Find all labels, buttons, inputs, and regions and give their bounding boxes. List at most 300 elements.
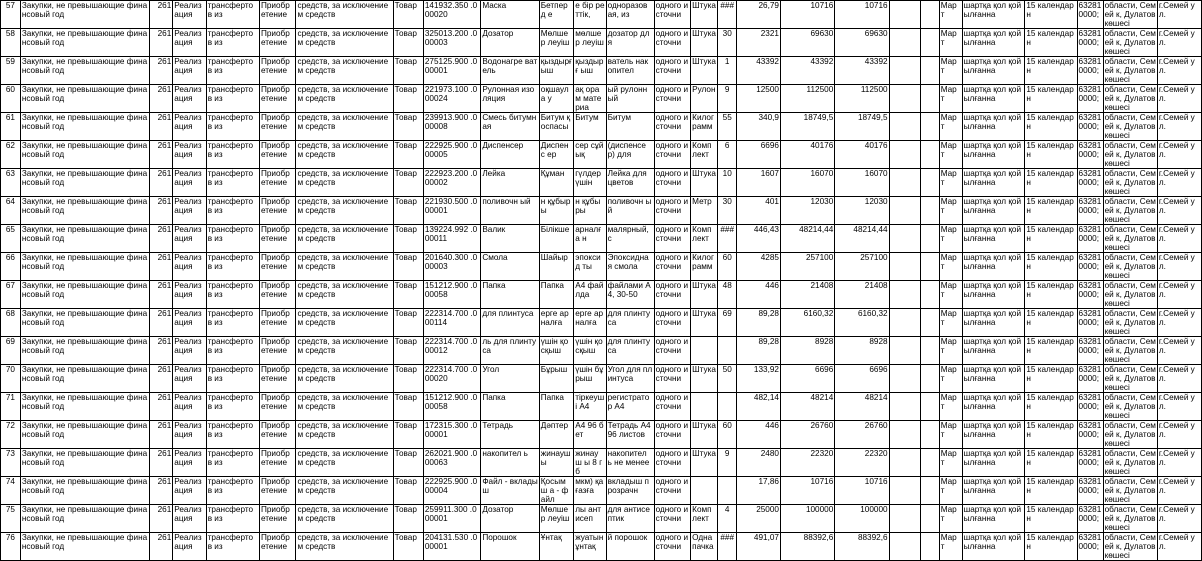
method-cell[interactable]: Реализ ация bbox=[173, 449, 206, 477]
quantity[interactable]: 60 bbox=[718, 421, 737, 449]
ktru-code[interactable]: 201640.300 .000003 bbox=[423, 253, 480, 281]
quantity[interactable]: 30 bbox=[718, 29, 737, 57]
acquisition-cell[interactable]: Приобр етение bbox=[259, 141, 296, 169]
empty-cell[interactable] bbox=[889, 477, 920, 505]
planned-amount[interactable]: 18749,5 bbox=[835, 113, 889, 141]
delivery-term[interactable]: шартқа қол қойылғанна bbox=[962, 1, 1025, 29]
planned-amount[interactable]: 12030 bbox=[835, 197, 889, 225]
delivery-days[interactable]: 15 календарн bbox=[1025, 57, 1077, 85]
method-cell[interactable]: Реализ ация bbox=[173, 365, 206, 393]
method-cell[interactable]: Реализ ация bbox=[173, 197, 206, 225]
row-number[interactable]: 62 bbox=[1, 141, 21, 169]
planned-amount[interactable]: 48214 bbox=[835, 393, 889, 421]
acquisition-cell[interactable]: Приобр етение bbox=[259, 337, 296, 365]
ktru-code[interactable]: 262021.900 .000063 bbox=[423, 449, 480, 477]
item-name-ru[interactable]: поливочн ый bbox=[481, 197, 539, 225]
ktru-code[interactable]: 139224.992 .000011 bbox=[423, 225, 480, 253]
procurement-description[interactable]: Закупки, не превышающие финансовый год bbox=[20, 309, 149, 337]
month[interactable]: Мар т bbox=[939, 253, 962, 281]
total-amount[interactable]: 48214 bbox=[780, 393, 834, 421]
month[interactable]: Мар т bbox=[939, 29, 962, 57]
transfer-cell[interactable]: трансферто в из bbox=[206, 421, 259, 449]
transfer-cell[interactable]: трансферто в из bbox=[206, 57, 259, 85]
quantity[interactable]: 55 bbox=[718, 113, 737, 141]
total-amount[interactable]: 40176 bbox=[780, 141, 834, 169]
method-cell[interactable]: Реализ ация bbox=[173, 141, 206, 169]
month[interactable]: Мар т bbox=[939, 449, 962, 477]
funding-source[interactable]: средств, за исключением средств bbox=[296, 449, 393, 477]
method-cell[interactable]: Реализ ация bbox=[173, 29, 206, 57]
item-name-ru[interactable]: Дозатор bbox=[481, 29, 539, 57]
spec-ru[interactable]: Угол для плинтуса bbox=[606, 365, 654, 393]
planned-amount[interactable]: 40176 bbox=[835, 141, 889, 169]
item-name-ru[interactable]: Папка bbox=[481, 393, 539, 421]
month[interactable]: Мар т bbox=[939, 113, 962, 141]
unit[interactable]: Килог рамм bbox=[691, 253, 718, 281]
acquisition-cell[interactable]: Приобр етение bbox=[259, 449, 296, 477]
delivery-address[interactable]: области, Семей к, Дулатов көшесі bbox=[1104, 393, 1156, 420]
empty-cell[interactable] bbox=[889, 281, 920, 309]
row-number[interactable]: 66 bbox=[1, 253, 21, 281]
empty-cell[interactable] bbox=[920, 197, 939, 225]
funding-source[interactable]: средств, за исключением средств bbox=[296, 393, 393, 421]
unit-price[interactable]: 6696 bbox=[737, 141, 781, 169]
planned-amount[interactable]: 21408 bbox=[835, 281, 889, 309]
total-amount[interactable]: 257100 bbox=[780, 253, 834, 281]
funding-source[interactable]: средств, за исключением средств bbox=[296, 477, 393, 505]
delivery-term[interactable]: шартқа қол қойылғанна bbox=[962, 449, 1025, 477]
delivery-days[interactable]: 15 календарн bbox=[1025, 365, 1077, 393]
budget-code[interactable]: 261 bbox=[150, 365, 173, 393]
purchase-method[interactable]: одного источни bbox=[654, 29, 691, 57]
budget-code[interactable]: 261 bbox=[150, 421, 173, 449]
ktru-code[interactable]: 141932.350 .000020 bbox=[423, 1, 480, 29]
transfer-cell[interactable]: трансферто в из bbox=[206, 505, 259, 533]
planned-amount[interactable]: 6160,32 bbox=[835, 309, 889, 337]
item-name-kz[interactable]: Битум қоспасы bbox=[539, 113, 573, 141]
kato-code[interactable]: 63281 0000; bbox=[1077, 421, 1103, 449]
method-cell[interactable]: Реализ ация bbox=[173, 1, 206, 29]
quantity[interactable]: ### bbox=[718, 225, 737, 253]
transfer-cell[interactable]: трансферто в из bbox=[206, 477, 259, 505]
budget-code[interactable]: 261 bbox=[150, 169, 173, 197]
delivery-address[interactable]: области, Семей к, Дулатов көшесі bbox=[1104, 29, 1156, 56]
purchase-method[interactable]: одного источни bbox=[654, 421, 691, 449]
item-name-ru[interactable]: Маска bbox=[481, 1, 539, 29]
city[interactable]: г.Семей ул. bbox=[1157, 141, 1201, 169]
delivery-address[interactable]: области, Семей к, Дулатов көшесі bbox=[1104, 337, 1156, 364]
row-number[interactable]: 67 bbox=[1, 281, 21, 309]
empty-cell[interactable] bbox=[920, 141, 939, 169]
city[interactable]: г.Семей ул. bbox=[1157, 533, 1201, 561]
method-cell[interactable]: Реализ ация bbox=[173, 337, 206, 365]
method-cell[interactable]: Реализ ация bbox=[173, 309, 206, 337]
procurement-description[interactable]: Закупки, не превышающие финансовый год bbox=[20, 477, 149, 505]
ktru-code[interactable]: 275125.900 .000001 bbox=[423, 57, 480, 85]
procurement-description[interactable]: Закупки, не превышающие финансовый год bbox=[20, 29, 149, 57]
item-type[interactable]: Товар bbox=[393, 477, 423, 505]
budget-code[interactable]: 261 bbox=[150, 309, 173, 337]
budget-code[interactable]: 261 bbox=[150, 141, 173, 169]
city[interactable]: г.Семей ул. bbox=[1157, 29, 1201, 57]
item-type[interactable]: Товар bbox=[393, 281, 423, 309]
total-amount[interactable]: 100000 bbox=[780, 505, 834, 533]
planned-amount[interactable]: 43392 bbox=[835, 57, 889, 85]
item-type[interactable]: Товар bbox=[393, 337, 423, 365]
unit[interactable] bbox=[691, 393, 718, 421]
total-amount[interactable]: 22320 bbox=[780, 449, 834, 477]
spec-kz[interactable]: жуатын ұнтақ bbox=[574, 533, 606, 561]
item-name-kz[interactable]: Дәптер bbox=[539, 421, 573, 449]
kato-code[interactable]: 63281 0000; bbox=[1077, 169, 1103, 197]
unit[interactable]: Штука bbox=[691, 57, 718, 85]
unit[interactable]: Комп лект bbox=[691, 505, 718, 533]
city[interactable]: г.Семей ул. bbox=[1157, 505, 1201, 533]
acquisition-cell[interactable]: Приобр етение bbox=[259, 57, 296, 85]
procurement-description[interactable]: Закупки, не превышающие финансовый год bbox=[20, 253, 149, 281]
spec-ru[interactable]: й порошок bbox=[606, 533, 654, 561]
delivery-term[interactable]: шартқа қол қойылғанна bbox=[962, 281, 1025, 309]
unit-price[interactable]: 17,86 bbox=[737, 477, 781, 505]
city[interactable]: г.Семей ул. bbox=[1157, 225, 1201, 253]
ktru-code[interactable]: 222923.200 .000002 bbox=[423, 169, 480, 197]
item-name-ru[interactable]: Порошок bbox=[481, 533, 539, 561]
ktru-code[interactable]: 151212.900 .000058 bbox=[423, 281, 480, 309]
unit-price[interactable]: 12500 bbox=[737, 85, 781, 113]
budget-code[interactable]: 261 bbox=[150, 85, 173, 113]
month[interactable]: Мар т bbox=[939, 57, 962, 85]
planned-amount[interactable]: 100000 bbox=[835, 505, 889, 533]
kato-code[interactable]: 63281 0000; bbox=[1077, 281, 1103, 309]
funding-source[interactable]: средств, за исключением средств bbox=[296, 29, 393, 57]
delivery-term[interactable]: шартқа қол қойылғанна bbox=[962, 533, 1025, 561]
delivery-address[interactable]: области, Семей к, Дулатов көшесі bbox=[1104, 533, 1156, 560]
budget-code[interactable]: 261 bbox=[150, 113, 173, 141]
transfer-cell[interactable]: трансферто в из bbox=[206, 281, 259, 309]
item-name-ru[interactable]: Рулонная изоляция bbox=[481, 85, 539, 113]
item-name-kz[interactable]: Бұрыш bbox=[539, 365, 573, 393]
ktru-code[interactable]: 151212.900 .000058 bbox=[423, 393, 480, 421]
delivery-address[interactable]: области, Семей к, Дулатов көшесі bbox=[1104, 421, 1156, 448]
spec-ru[interactable]: дозатор для bbox=[606, 29, 654, 57]
spec-ru[interactable]: поливочн ый bbox=[606, 197, 654, 225]
item-type[interactable]: Товар bbox=[393, 533, 423, 561]
unit[interactable]: Комп лект bbox=[691, 225, 718, 253]
method-cell[interactable]: Реализ ация bbox=[173, 477, 206, 505]
kato-code[interactable]: 63281 0000; bbox=[1077, 365, 1103, 393]
empty-cell[interactable] bbox=[920, 225, 939, 253]
total-amount[interactable]: 43392 bbox=[780, 57, 834, 85]
row-number[interactable]: 75 bbox=[1, 505, 21, 533]
delivery-days[interactable]: 15 календарн bbox=[1025, 281, 1077, 309]
empty-cell[interactable] bbox=[920, 57, 939, 85]
procurement-description[interactable]: Закупки, не превышающие финансовый год bbox=[20, 141, 149, 169]
delivery-address[interactable]: области, Семей к, Дулатов көшесі bbox=[1104, 225, 1156, 252]
city[interactable]: г.Семей ул. bbox=[1157, 421, 1201, 449]
row-number[interactable]: 58 bbox=[1, 29, 21, 57]
planned-amount[interactable]: 16070 bbox=[835, 169, 889, 197]
spec-ru[interactable]: вкладыш прозрачн bbox=[606, 477, 654, 505]
budget-code[interactable]: 261 bbox=[150, 281, 173, 309]
item-name-kz[interactable]: қыздырғ ыш bbox=[539, 57, 573, 85]
spec-ru[interactable]: (диспенсе р) для bbox=[606, 141, 654, 169]
unit-price[interactable]: 491,07 bbox=[737, 533, 781, 561]
purchase-method[interactable]: одного источни bbox=[654, 141, 691, 169]
acquisition-cell[interactable]: Приобр етение bbox=[259, 393, 296, 421]
spec-kz[interactable]: лы антисеп bbox=[574, 505, 606, 533]
city[interactable]: г.Семей ул. bbox=[1157, 309, 1201, 337]
row-number[interactable]: 74 bbox=[1, 477, 21, 505]
funding-source[interactable]: средств, за исключением средств bbox=[296, 309, 393, 337]
month[interactable]: Мар т bbox=[939, 337, 962, 365]
unit-price[interactable]: 43392 bbox=[737, 57, 781, 85]
budget-code[interactable]: 261 bbox=[150, 393, 173, 421]
ktru-code[interactable]: 222314.700 .000012 bbox=[423, 337, 480, 365]
empty-cell[interactable] bbox=[889, 505, 920, 533]
item-type[interactable]: Товар bbox=[393, 309, 423, 337]
row-number[interactable]: 71 bbox=[1, 393, 21, 421]
ktru-code[interactable]: 239913.900 .000008 bbox=[423, 113, 480, 141]
item-name-ru[interactable]: накопител ь bbox=[481, 449, 539, 477]
acquisition-cell[interactable]: Приобр етение bbox=[259, 197, 296, 225]
quantity[interactable]: 6 bbox=[718, 141, 737, 169]
ktru-code[interactable]: 172315.300 .000001 bbox=[423, 421, 480, 449]
ktru-code[interactable]: 222925.900 .000004 bbox=[423, 477, 480, 505]
item-name-kz[interactable]: оқшаула у bbox=[539, 85, 573, 113]
planned-amount[interactable]: 112500 bbox=[835, 85, 889, 113]
item-type[interactable]: Товар bbox=[393, 449, 423, 477]
item-type[interactable]: Товар bbox=[393, 365, 423, 393]
empty-cell[interactable] bbox=[889, 85, 920, 113]
quantity[interactable]: 9 bbox=[718, 85, 737, 113]
empty-cell[interactable] bbox=[920, 365, 939, 393]
unit-price[interactable]: 89,28 bbox=[737, 309, 781, 337]
empty-cell[interactable] bbox=[920, 169, 939, 197]
method-cell[interactable]: Реализ ация bbox=[173, 281, 206, 309]
funding-source[interactable]: средств, за исключением средств bbox=[296, 57, 393, 85]
empty-cell[interactable] bbox=[889, 197, 920, 225]
empty-cell[interactable] bbox=[920, 477, 939, 505]
purchase-method[interactable]: одного источни bbox=[654, 477, 691, 505]
quantity[interactable] bbox=[718, 477, 737, 505]
procurement-description[interactable]: Закупки, не превышающие финансовый год bbox=[20, 1, 149, 29]
spec-ru[interactable]: регистрато р А4 bbox=[606, 393, 654, 421]
planned-amount[interactable]: 10716 bbox=[835, 1, 889, 29]
delivery-term[interactable]: шартқа қол қойылғанна bbox=[962, 477, 1025, 505]
kato-code[interactable]: 63281 0000; bbox=[1077, 477, 1103, 505]
kato-code[interactable]: 63281 0000; bbox=[1077, 29, 1103, 57]
empty-cell[interactable] bbox=[889, 169, 920, 197]
ktru-code[interactable]: 204131.530 .000001 bbox=[423, 533, 480, 561]
purchase-method[interactable]: одного источни bbox=[654, 533, 691, 561]
empty-cell[interactable] bbox=[889, 449, 920, 477]
total-amount[interactable]: 6696 bbox=[780, 365, 834, 393]
procurement-description[interactable]: Закупки, не превышающие финансовый год bbox=[20, 449, 149, 477]
empty-cell[interactable] bbox=[920, 253, 939, 281]
spec-ru[interactable]: малярный, с bbox=[606, 225, 654, 253]
planned-amount[interactable]: 26760 bbox=[835, 421, 889, 449]
empty-cell[interactable] bbox=[889, 365, 920, 393]
unit[interactable]: Штука bbox=[691, 449, 718, 477]
unit[interactable]: Одна пачка bbox=[691, 533, 718, 561]
acquisition-cell[interactable]: Приобр етение bbox=[259, 477, 296, 505]
unit-price[interactable]: 1607 bbox=[737, 169, 781, 197]
item-name-kz[interactable]: Қосымш а - файл bbox=[539, 477, 573, 505]
unit-price[interactable]: 2480 bbox=[737, 449, 781, 477]
ktru-code[interactable]: 221930.500 .000001 bbox=[423, 197, 480, 225]
budget-code[interactable]: 261 bbox=[150, 1, 173, 29]
kato-code[interactable]: 63281 0000; bbox=[1077, 141, 1103, 169]
city[interactable]: г.Семей ул. bbox=[1157, 169, 1201, 197]
item-name-ru[interactable]: Папка bbox=[481, 281, 539, 309]
month[interactable]: Мар т bbox=[939, 197, 962, 225]
ktru-code[interactable]: 259911.300 .000001 bbox=[423, 505, 480, 533]
item-name-ru[interactable]: Угол bbox=[481, 365, 539, 393]
quantity[interactable] bbox=[718, 393, 737, 421]
item-name-ru[interactable]: Смесь битумная bbox=[481, 113, 539, 141]
spec-kz[interactable]: үшін бұрыш bbox=[574, 365, 606, 393]
item-type[interactable]: Товар bbox=[393, 141, 423, 169]
item-name-kz[interactable]: Мөлшер леуіш bbox=[539, 29, 573, 57]
item-type[interactable]: Товар bbox=[393, 225, 423, 253]
unit[interactable]: Штука bbox=[691, 365, 718, 393]
total-amount[interactable]: 69630 bbox=[780, 29, 834, 57]
empty-cell[interactable] bbox=[920, 309, 939, 337]
city[interactable]: г.Семей ул. bbox=[1157, 337, 1201, 365]
quantity[interactable]: 1 bbox=[718, 57, 737, 85]
total-amount[interactable]: 12030 bbox=[780, 197, 834, 225]
spec-ru[interactable]: для плинтуса bbox=[606, 337, 654, 365]
planned-amount[interactable]: 22320 bbox=[835, 449, 889, 477]
total-amount[interactable]: 10716 bbox=[780, 1, 834, 29]
delivery-term[interactable]: шартқа қол қойылғанна bbox=[962, 57, 1025, 85]
month[interactable]: Мар т bbox=[939, 533, 962, 561]
item-name-kz[interactable]: Шайыр bbox=[539, 253, 573, 281]
budget-code[interactable]: 261 bbox=[150, 337, 173, 365]
city[interactable]: г.Семей ул. bbox=[1157, 393, 1201, 421]
item-name-kz[interactable]: Құман bbox=[539, 169, 573, 197]
acquisition-cell[interactable]: Приобр етение bbox=[259, 1, 296, 29]
item-name-ru[interactable]: Смола bbox=[481, 253, 539, 281]
quantity[interactable]: 69 bbox=[718, 309, 737, 337]
item-name-ru[interactable]: Дозатор bbox=[481, 505, 539, 533]
planned-amount[interactable]: 10716 bbox=[835, 477, 889, 505]
delivery-term[interactable]: шартқа қол қойылғанна bbox=[962, 505, 1025, 533]
spec-kz[interactable]: Битум bbox=[574, 113, 606, 141]
delivery-term[interactable]: шартқа қол қойылғанна bbox=[962, 309, 1025, 337]
unit-price[interactable]: 89,28 bbox=[737, 337, 781, 365]
ktru-code[interactable]: 222314.700 .000020 bbox=[423, 365, 480, 393]
procurement-description[interactable]: Закупки, не превышающие финансовый год bbox=[20, 85, 149, 113]
spec-ru[interactable]: для плинтуса bbox=[606, 309, 654, 337]
funding-source[interactable]: средств, за исключением средств bbox=[296, 533, 393, 561]
method-cell[interactable]: Реализ ация bbox=[173, 169, 206, 197]
funding-source[interactable]: средств, за исключением средств bbox=[296, 421, 393, 449]
delivery-days[interactable]: 15 календарн bbox=[1025, 393, 1077, 421]
delivery-term[interactable]: шартқа қол қойылғанна bbox=[962, 113, 1025, 141]
item-name-ru[interactable]: Файл - вкладыш bbox=[481, 477, 539, 505]
method-cell[interactable]: Реализ ация bbox=[173, 253, 206, 281]
unit-price[interactable]: 482,14 bbox=[737, 393, 781, 421]
item-name-kz[interactable]: Папка bbox=[539, 393, 573, 421]
delivery-term[interactable]: шартқа қол қойылғанна bbox=[962, 197, 1025, 225]
city[interactable]: г.Семей ул. bbox=[1157, 57, 1201, 85]
empty-cell[interactable] bbox=[889, 1, 920, 29]
spec-kz[interactable]: н құбыры bbox=[574, 197, 606, 225]
row-number[interactable]: 73 bbox=[1, 449, 21, 477]
item-name-ru[interactable]: Тетрадь bbox=[481, 421, 539, 449]
transfer-cell[interactable]: трансферто в из bbox=[206, 197, 259, 225]
row-number[interactable]: 68 bbox=[1, 309, 21, 337]
empty-cell[interactable] bbox=[920, 29, 939, 57]
purchase-method[interactable]: одного источни bbox=[654, 85, 691, 113]
purchase-method[interactable]: одного источни bbox=[654, 169, 691, 197]
quantity[interactable]: ### bbox=[718, 1, 737, 29]
total-amount[interactable]: 8928 bbox=[780, 337, 834, 365]
procurement-description[interactable]: Закупки, не превышающие финансовый год bbox=[20, 421, 149, 449]
unit-price[interactable]: 340,9 bbox=[737, 113, 781, 141]
budget-code[interactable]: 261 bbox=[150, 29, 173, 57]
purchase-method[interactable]: одного источни bbox=[654, 57, 691, 85]
delivery-address[interactable]: области, Семей к, Дулатов көшесі bbox=[1104, 113, 1156, 140]
method-cell[interactable]: Реализ ация bbox=[173, 421, 206, 449]
acquisition-cell[interactable]: Приобр етение bbox=[259, 533, 296, 561]
empty-cell[interactable] bbox=[889, 421, 920, 449]
row-number[interactable]: 72 bbox=[1, 421, 21, 449]
row-number[interactable]: 69 bbox=[1, 337, 21, 365]
funding-source[interactable]: средств, за исключением средств bbox=[296, 225, 393, 253]
item-name-ru[interactable]: для плинтуса bbox=[481, 309, 539, 337]
empty-cell[interactable] bbox=[920, 337, 939, 365]
unit-price[interactable]: 401 bbox=[737, 197, 781, 225]
month[interactable]: Мар т bbox=[939, 393, 962, 421]
total-amount[interactable]: 6160,32 bbox=[780, 309, 834, 337]
spec-kz[interactable]: сер сұйық bbox=[574, 141, 606, 169]
unit[interactable]: Рулон bbox=[691, 85, 718, 113]
item-type[interactable]: Товар bbox=[393, 113, 423, 141]
item-type[interactable]: Товар bbox=[393, 253, 423, 281]
purchase-method[interactable]: одного источни bbox=[654, 253, 691, 281]
total-amount[interactable]: 48214,44 bbox=[780, 225, 834, 253]
unit[interactable]: Штука bbox=[691, 281, 718, 309]
month[interactable]: Мар т bbox=[939, 309, 962, 337]
procurement-description[interactable]: Закупки, не превышающие финансовый год bbox=[20, 505, 149, 533]
budget-code[interactable]: 261 bbox=[150, 225, 173, 253]
empty-cell[interactable] bbox=[920, 281, 939, 309]
ktru-code[interactable]: 222925.900 .000005 bbox=[423, 141, 480, 169]
method-cell[interactable]: Реализ ация bbox=[173, 113, 206, 141]
acquisition-cell[interactable]: Приобр етение bbox=[259, 365, 296, 393]
spec-kz[interactable]: ерге арналға bbox=[574, 309, 606, 337]
purchase-method[interactable]: одного источни bbox=[654, 281, 691, 309]
transfer-cell[interactable]: трансферто в из bbox=[206, 449, 259, 477]
quantity[interactable]: 10 bbox=[718, 169, 737, 197]
unit[interactable] bbox=[691, 337, 718, 365]
empty-cell[interactable] bbox=[920, 533, 939, 561]
empty-cell[interactable] bbox=[889, 393, 920, 421]
quantity[interactable]: 9 bbox=[718, 449, 737, 477]
delivery-term[interactable]: шартқа қол қойылғанна bbox=[962, 141, 1025, 169]
transfer-cell[interactable]: трансферто в из bbox=[206, 253, 259, 281]
purchase-method[interactable]: одного источни bbox=[654, 449, 691, 477]
unit[interactable]: Штука bbox=[691, 309, 718, 337]
empty-cell[interactable] bbox=[920, 421, 939, 449]
purchase-method[interactable]: одного источни bbox=[654, 1, 691, 29]
spec-ru[interactable]: Битум bbox=[606, 113, 654, 141]
delivery-days[interactable]: 15 календарн bbox=[1025, 113, 1077, 141]
item-name-ru[interactable]: Водонагре ватель bbox=[481, 57, 539, 85]
month[interactable]: Мар т bbox=[939, 141, 962, 169]
